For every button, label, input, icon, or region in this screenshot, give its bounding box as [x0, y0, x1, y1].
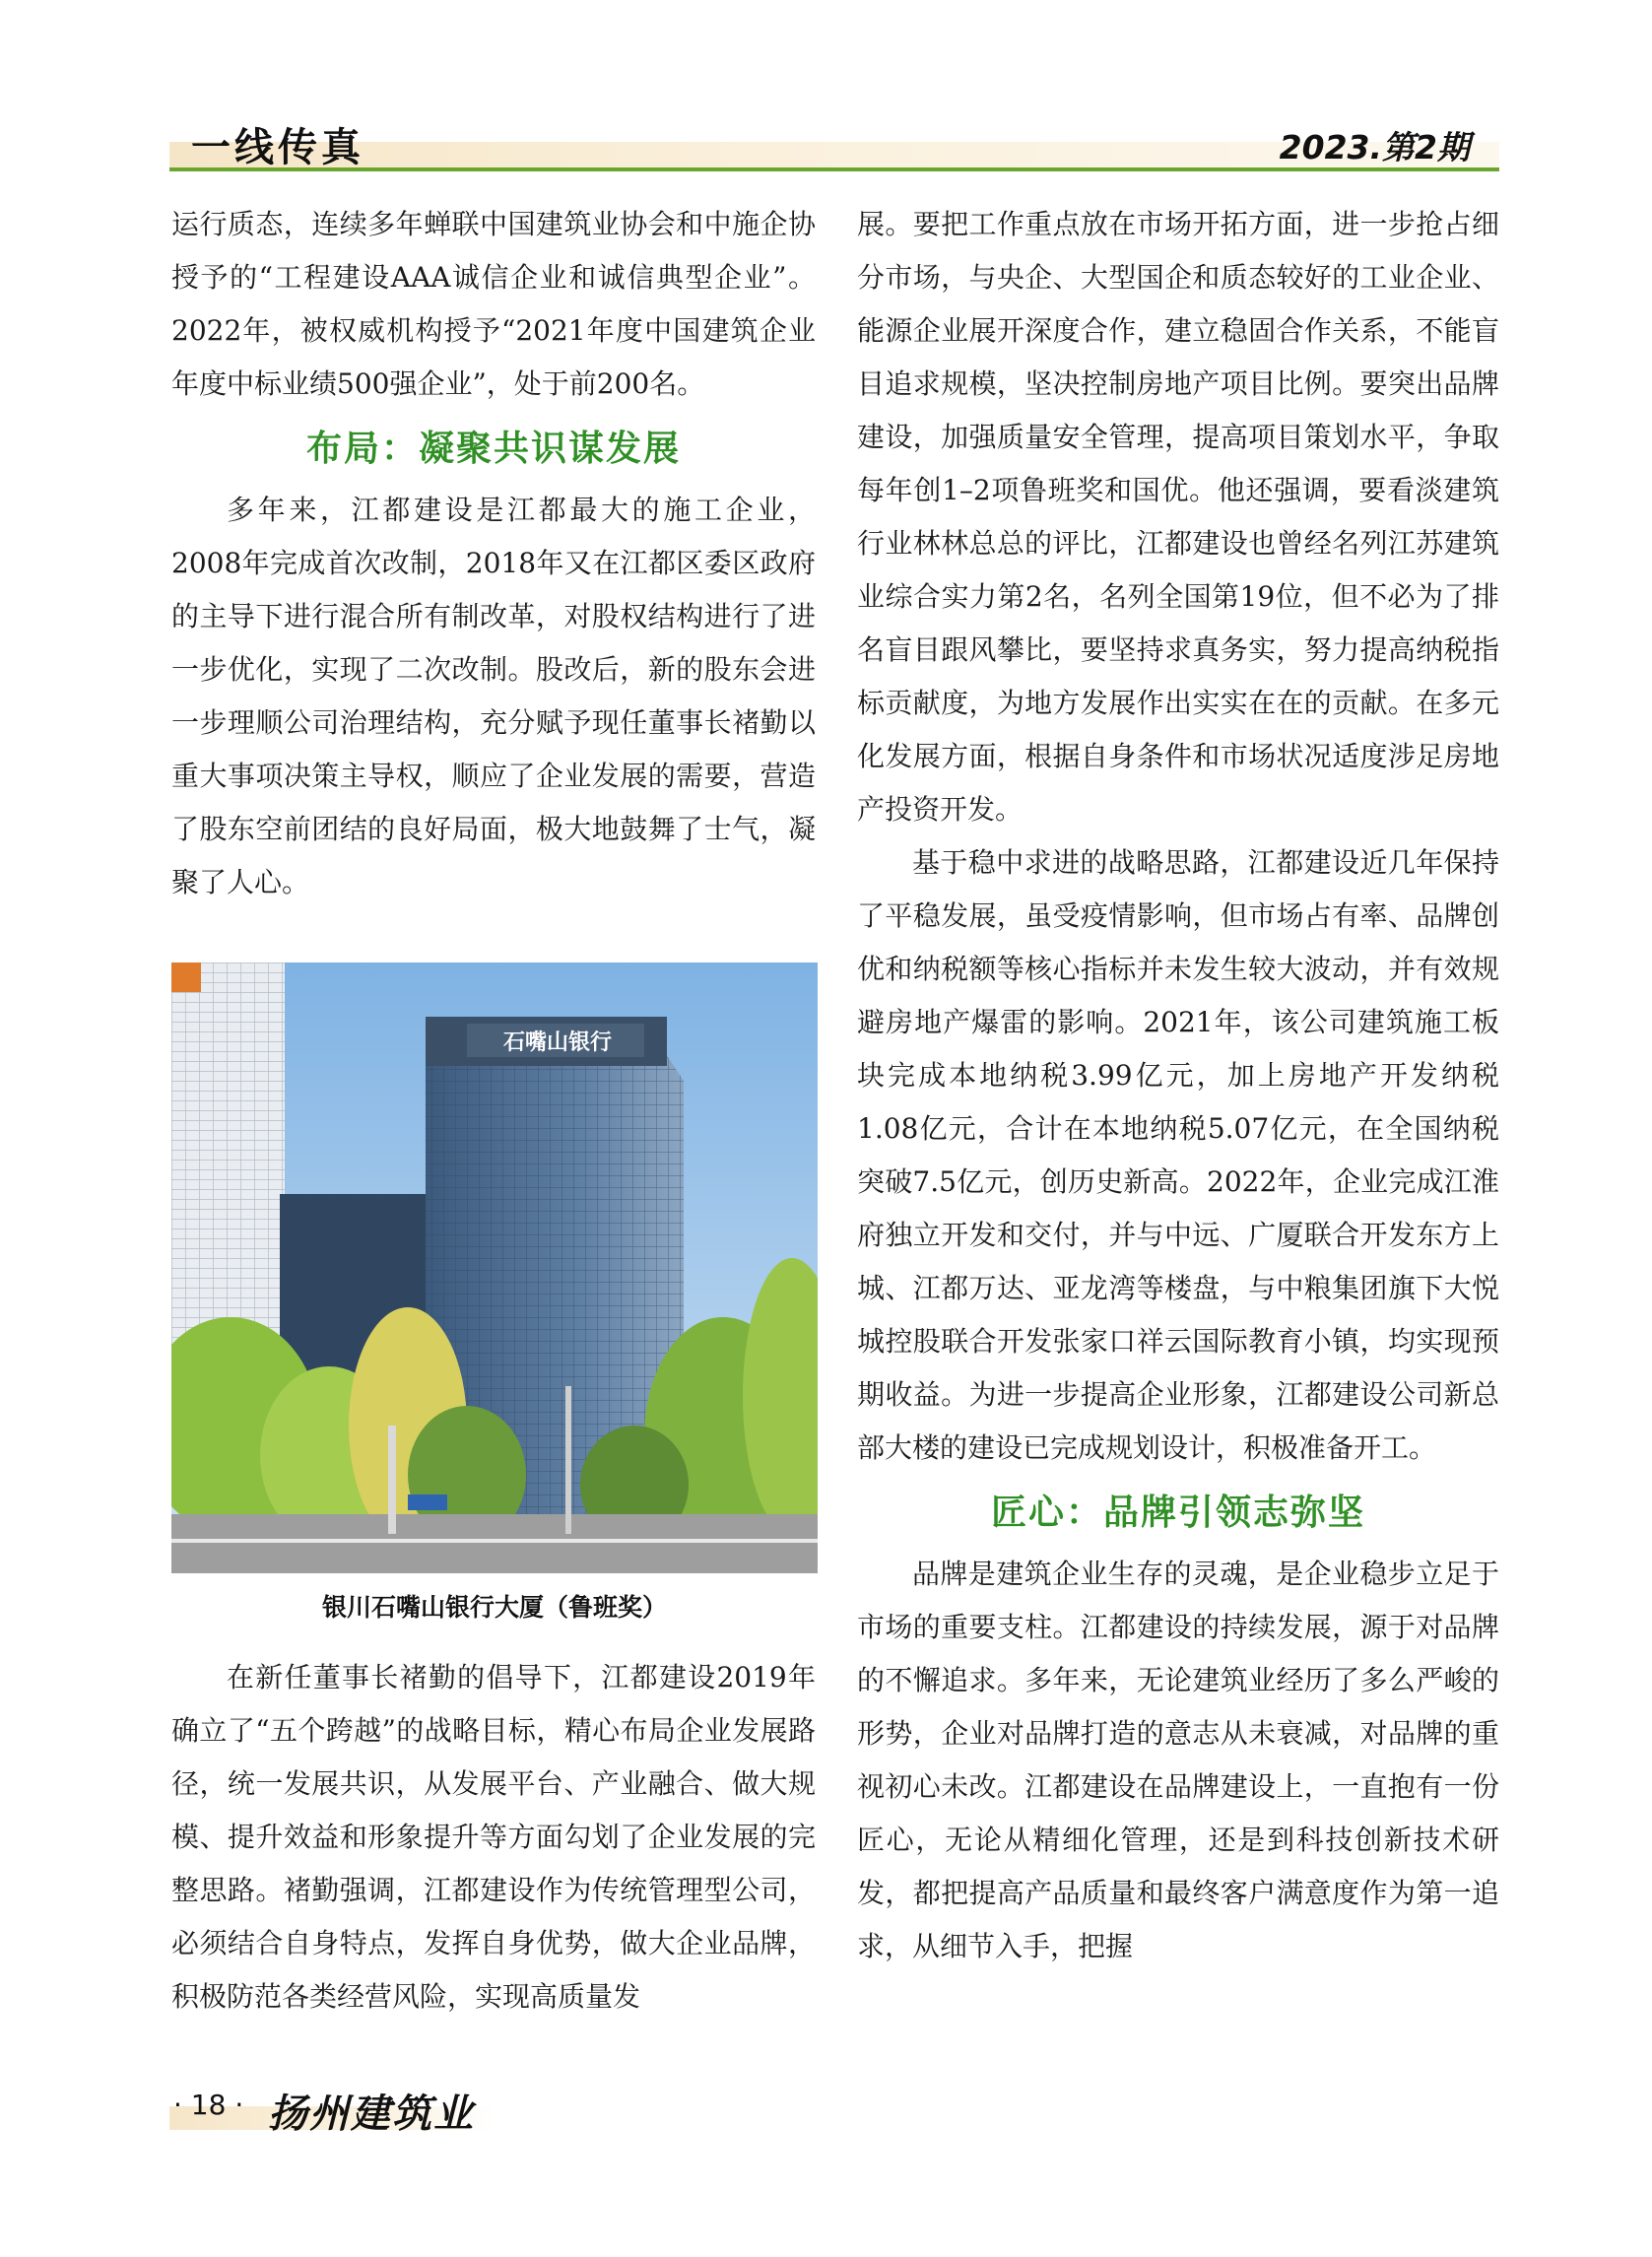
- left-column-top: [171, 198, 816, 909]
- issue-number: 2023.第2期: [1279, 128, 1470, 166]
- tower-sign: 石嘴山银行: [502, 1030, 613, 1055]
- road: [171, 1514, 818, 1573]
- right-paragraph-3: 品牌是建筑企业生存的灵魂，是企业稳步立足于市场的重要支柱。江都建设的持续发展，源于对品牌的不懈追求。多年来，无论建筑业经历了多么严峻的形势，企业对品牌打造的意志从未衰减，对品牌的重视初心未改。江都建设在品牌建设上，一直抱有一份匠心，无论从精细化管理，还是到科技创新技术研发，都把提高产品质量和最终客户满意度作为第一追求，从细节入手，把握: [857, 1558, 1499, 1962]
- street-lamp: [388, 1426, 396, 1534]
- right-paragraph-1: 展。要把工作重点放在市场开拓方面，进一步抢占细分市场，与央企、大型国企和质态较好的工业企业、能源企业展开深度合作，建立稳固合作关系，不能盲目追求规模，坚决控制房地产项目比例。要突出品牌建设，加强质量安全管理，提高项目策划水平，争取每年创1–2项鲁班奖和国优。他还强调，要看淡建筑行业林林总总的评比，江都建设也曾经名列江苏建筑业综合实力第2名，名列全国第19位，但不必为了排名盲目跟风攀比，要坚持求真务实，努力提高纳税指标贡献度，为地方发展作出实实在在的贡献。在多元化发展方面，根据自身条件和市场状况适度涉足房地产投资开发。: [857, 208, 1499, 826]
- page-header: [169, 116, 1499, 171]
- left-column-bottom: [171, 1651, 816, 2024]
- magazine-logo: 扬州建筑业: [268, 2091, 475, 2137]
- subhead-craftsmanship: 匠心：品牌引领志弥坚: [990, 1493, 1365, 1533]
- right-column: [857, 198, 1499, 1973]
- building-photo: [171, 963, 818, 1573]
- orange-sign: [171, 963, 201, 992]
- photo-caption: 银川石嘴山银行大厦（鲁班奖）: [321, 1593, 667, 1622]
- building-illustration: [171, 963, 818, 1573]
- page-number: · 18 ·: [173, 2089, 244, 2121]
- left-paragraph-1: 运行质态，连续多年蝉联中国建筑业协会和中施企协授予的“工程建设AAA诚信企业和诚信典型企业”。2022年，被权威机构授予“2021年度中国建筑企业年度中标业绩500强企业”，处于前200名。: [171, 208, 816, 400]
- subhead-layout: 布局：凝聚共识谋发展: [305, 429, 681, 469]
- left-paragraph-2: 多年来，江都建设是江都最大的施工企业，2008年完成首次改制，2018年又在江都区委区政府的主导下进行混合所有制改革，对股权结构进行了进一步优化，实现了二次改制。股改后，新的股东会进一步理顺公司治理结构，充分赋予现任董事长褚勤以重大事项决策主导权，顺应了企业发展的需要，营造了股东空前团结的良好局面，极大地鼓舞了士气，凝聚了人心。: [171, 494, 816, 898]
- right-paragraph-2: 基于稳中求进的战略思路，江都建设近几年保持了平稳发展，虽受疫情影响，但市场占有率、品牌创优和纳税额等核心指标并未发生较大波动，并有效规避房地产爆雷的影响。2021年，该公司建筑施工板块完成本地纳税3.99亿元，加上房地产开发纳税1.08亿元，合计在本地纳税5.07亿元，在全国纳税突破7.5亿元，创历史新高。2022年，企业完成江淮府独立开发和交付，并与中远、广厦联合开发东方上城、江都万达、亚龙湾等楼盘，与中粮集团旗下大悦城控股联合开发张家口祥云国际教育小镇，均实现预期收益。为进一步提高企业形象，江都建设公司新总部大楼的建设已完成规划设计，积极准备开工。: [857, 846, 1499, 1464]
- section-title: 一线传真: [191, 125, 364, 170]
- road-sign: [408, 1494, 447, 1510]
- page-footer: [169, 2083, 613, 2137]
- left-paragraph-3: 在新任董事长褚勤的倡导下，江都建设2019年确立了“五个跨越”的战略目标，精心布局企业发展路径，统一发展共识，从发展平台、产业融合、做大规模、提升效益和形象提升等方面勾划了企业发展的完整思路。褚勤强调，江都建设作为传统管理型公司，必须结合自身特点，发挥自身优势，做大企业品牌，积极防范各类经营风险，实现高质量发: [171, 1661, 816, 2013]
